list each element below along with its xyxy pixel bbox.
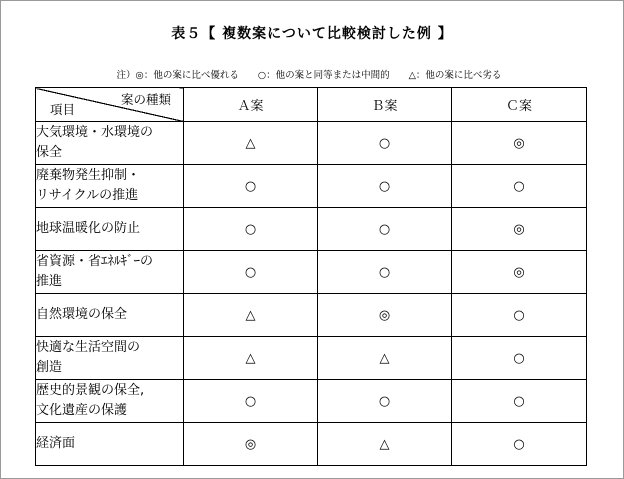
column-header-c: Ｃ案	[452, 88, 587, 122]
rating-mark-b: △	[318, 423, 452, 466]
rating-mark-a: ○	[184, 380, 318, 423]
rating-mark-a: ◎	[184, 423, 318, 466]
rating-mark-c: ○	[452, 165, 587, 208]
rating-mark-c: ○	[452, 423, 587, 466]
rating-mark-c: ○	[452, 294, 587, 337]
row-item-label: 地球温暖化の防止	[36, 208, 184, 251]
header-corner-cell	[36, 88, 184, 122]
table-row	[36, 208, 587, 251]
rating-mark-a: ○	[184, 251, 318, 294]
rating-mark-c: ○	[452, 380, 587, 423]
rating-mark-a: ○	[184, 165, 318, 208]
table-row	[36, 122, 587, 165]
rating-mark-a: △	[184, 337, 318, 380]
comparison-table	[35, 87, 587, 466]
rating-mark-b: ◎	[318, 294, 452, 337]
rating-mark-a: △	[184, 294, 318, 337]
column-header-a: Ａ案	[184, 88, 318, 122]
row-item-label: 自然環境の保全	[36, 294, 184, 337]
rating-mark-a: △	[184, 122, 318, 165]
header-item-label: 項目	[50, 102, 76, 117]
header-type-label: 案の種類	[120, 92, 171, 107]
row-item-label: 省資源・省ｴﾈﾙｷﾞｰの 推進	[36, 251, 184, 294]
rating-mark-b: ○	[318, 122, 452, 165]
rating-mark-b: ○	[318, 208, 452, 251]
table-row	[36, 251, 587, 294]
row-item-label: 廃棄物発生抑制・ リサイクルの推進	[36, 165, 184, 208]
rating-mark-b: ○	[318, 251, 452, 294]
rating-mark-c: ◎	[452, 251, 587, 294]
row-item-label: 大気環境・水環境の 保全	[36, 122, 184, 165]
table-header-row	[36, 88, 587, 122]
table-row	[36, 337, 587, 380]
rating-mark-b: ○	[318, 380, 452, 423]
row-item-label: 歴史的景観の保全, 文化遺産の保護	[36, 380, 184, 423]
rating-mark-c: ◎	[452, 208, 587, 251]
rating-mark-b: △	[318, 337, 452, 380]
rating-mark-c: ◎	[452, 122, 587, 165]
row-item-label: 快適な生活空間の 創造	[36, 337, 184, 380]
table-row	[36, 294, 587, 337]
table-row	[36, 423, 587, 466]
row-item-label: 経済面	[36, 423, 184, 466]
page-title: 表５【 複数案について比較検討した例 】	[171, 26, 453, 42]
rating-mark-c: ○	[452, 337, 587, 380]
legend-note: 注）◎：他の案に比べ優れる ○：他の案と同等または中間的 △：他の案に比べ劣る	[116, 70, 502, 81]
table-row	[36, 165, 587, 208]
rating-mark-b: ○	[318, 165, 452, 208]
column-header-b: Ｂ案	[318, 88, 452, 122]
table-row	[36, 380, 587, 423]
rating-mark-a: ○	[184, 208, 318, 251]
